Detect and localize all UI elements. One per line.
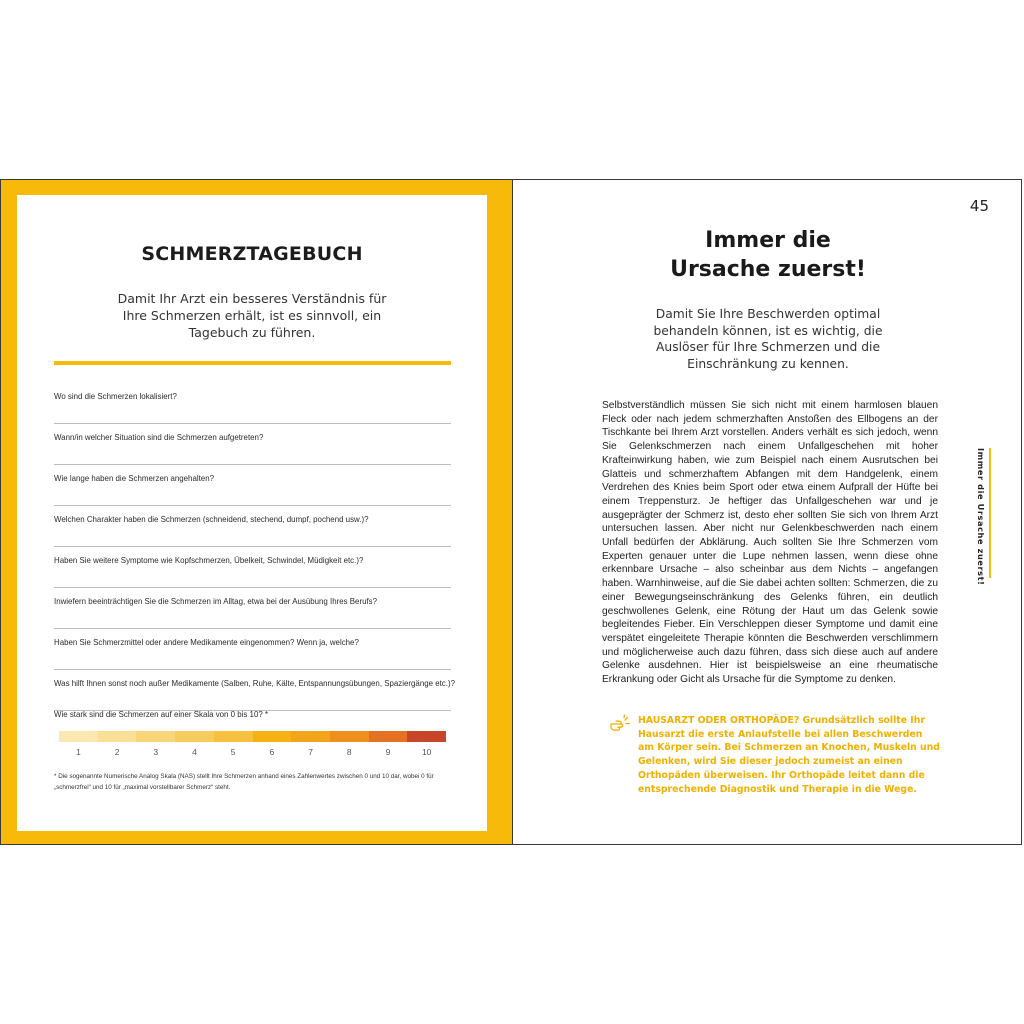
question-row[interactable] — [54, 588, 451, 629]
scale-segment-5[interactable] — [214, 731, 253, 742]
question-row[interactable] — [54, 547, 451, 588]
question-row[interactable] — [54, 670, 455, 711]
book-spread — [0, 179, 1022, 845]
scale-number-4: 4 — [192, 747, 197, 757]
scale-segment-6[interactable] — [253, 731, 292, 742]
diary-title: SCHMERZTAGEBUCH — [141, 243, 363, 265]
yellow-divider — [54, 361, 451, 365]
page-number: 45 — [969, 197, 989, 215]
scale-segment-3[interactable] — [136, 731, 175, 742]
pointing-hand-icon — [608, 714, 634, 734]
question-row[interactable] — [54, 424, 451, 465]
scale-number-1: 1 — [75, 747, 81, 757]
question-label: Wann/in welcher Situation sind die Schmerzen aufgetreten? — [54, 432, 264, 442]
question-label: Wie lange haben die Schmerzen angehalten? — [54, 473, 214, 483]
chapter-intro: Damit Sie Ihre Beschwerden optimal behandeln können, ist es wichtig, die Auslöser für Ihre Schmerzen und die Einschränkung zu kennen. — [653, 307, 883, 371]
scale-segment-8[interactable] — [330, 731, 369, 742]
scale-number-9: 9 — [385, 747, 391, 757]
chapter-title-line-1: Immer die — [705, 228, 831, 253]
scale-number-5: 5 — [230, 747, 236, 757]
question-row[interactable] — [54, 506, 451, 547]
scale-question: Wie stark sind die Schmerzen auf einer Skala von 0 bis 10? * — [54, 709, 269, 719]
body-text: Selbstverständlich müssen Sie sich nicht mit einem harmlosen blauen Fleck oder nach jedem schmerzhaften Anstoßen des Ellbogens an der Tischkante bei Ihrem Arzt vorstellen. Anders verhält es sich jedoch, wenn Sie Gelenkschmerzen nach einem Unfallgeschehen mit hoher Krafteinwirkung haben, wie zum Beispiel nach einem Ausrutschen bei Glatteis und schmerzhaftem Abfangen mit dem Handgelenk, einem Verdrehen des Knies beim Sport oder etwa einem Aufprall der Hüfte bei einem Treppensturz. Je heftiger das Unfallgeschehen war und je ausgeprägter der Schmerz ist, desto eher sollten Sie sich von Ihrem Arzt untersuchen lassen. Aber nicht nur Gelenkbeschwerden nach einem Unfall bedürfen der Abklärung. Auch sollten Sie Ihre Schmerzen vom Experten genauer unter die Lupe nehmen lassen, wenn diese ohne erkennbare Ursache – also scheinbar aus dem Nichts – angefangen haben. Warnhinweise, auf die Sie dabei achten sollten: Schmerzen, die zu einer Bewegungseinschränkung des Gelenks führen, ein deutlich geschwollenes Gelenk, eine Rötung der Haut um das Gelenk sowie begleitendes Fieber. Ein Verschleppen dieser Symptome und damit eine verspätet eingeleitete Therapie könnten die Beschwerden verschlimmern und möglicherweise auch dazu führen, dass sich diese auch auf andere Gelenke ausdehnen. Hier ist beispielsweise an eine rheumatische Erkrankung oder Gicht als Ursache für die Symptome zu denken. — [602, 400, 938, 686]
chapter-title-line-2: Ursache zuerst! — [670, 257, 866, 282]
pain-diary-panel — [17, 195, 487, 831]
scale-segment-1[interactable] — [59, 731, 98, 742]
scale-segment-7[interactable] — [291, 731, 330, 742]
diary-intro: Damit Ihr Arzt ein besseres Verständnis für Ihre Schmerzen erhält, ist es sinnvoll, ein Tagebuch zu führen. — [117, 291, 387, 340]
question-row[interactable] — [54, 465, 451, 506]
scale-number-2: 2 — [114, 747, 120, 757]
scale-number-8: 8 — [346, 747, 352, 757]
scale-segment-9[interactable] — [369, 731, 408, 742]
scale-number-7: 7 — [308, 747, 313, 757]
scale-segment-2[interactable] — [98, 731, 137, 742]
question-label: Wo sind die Schmerzen lokalisiert? — [54, 391, 177, 401]
tip-box-text: HAUSARZT ODER ORTHOPÄDE? Grundsätzlich sollte Ihr Hausarzt die erste Anlaufstelle bei allen Beschwerden am Körper sein. Bei Schmerzen an Knochen, Muskeln und Gelenken, wird Sie dieser jedoch zumeist an einen Orthopäden überweisen. Ihr Orthopäde leitet dann die entsprechende Diagnostik und Therapie in die Wege. — [638, 715, 940, 795]
question-label: Inwiefern beeinträchtigen Sie die Schmerzen im Alltag, etwa bei der Ausübung Ihres Berufs? — [54, 596, 378, 606]
pain-scale-numbers — [59, 747, 446, 757]
scale-number-10: 10 — [421, 747, 432, 757]
pain-scale-bar — [59, 731, 446, 742]
question-label: Haben Sie weitere Symptome wie Kopfschmerzen, Übelkeit, Schwindel, Müdigkeit etc.)? — [54, 555, 364, 565]
question-row[interactable] — [54, 629, 451, 670]
question-row[interactable] — [54, 383, 451, 424]
scale-number-6: 6 — [269, 747, 275, 757]
scale-number-3: 3 — [153, 747, 159, 757]
question-label: Haben Sie Schmerzmittel oder andere Medikamente eingenommen? Wenn ja, welche? — [54, 637, 359, 647]
left-page — [1, 180, 513, 844]
question-label: Was hilft Ihnen sonst noch außer Medikamente (Salben, Ruhe, Kälte, Entspannungsübungen, Spaziergänge etc.)? — [54, 678, 455, 688]
question-list — [54, 383, 455, 711]
scale-segment-10[interactable] — [407, 731, 446, 742]
scale-footnote: * Die sogenannte Numerische Analog Skala (NAS) stellt Ihre Schmerzen anhand eines Zahlenwertes zwischen 0 und 10 dar, wobei 0 für „schmerzfrei“ und 10 für „maximal vorstellbarer Schmerz“ steht. — [54, 773, 434, 791]
chapter-title — [593, 226, 943, 284]
question-label: Welchen Charakter haben die Schmerzen (schneidend, stechend, dumpf, pochend usw.)? — [54, 514, 369, 524]
scale-segment-4[interactable] — [175, 731, 214, 742]
side-chapter-tab — [975, 448, 991, 586]
side-chapter-label: Immer die Ursache zuerst! — [976, 448, 986, 586]
right-page — [513, 180, 1021, 844]
